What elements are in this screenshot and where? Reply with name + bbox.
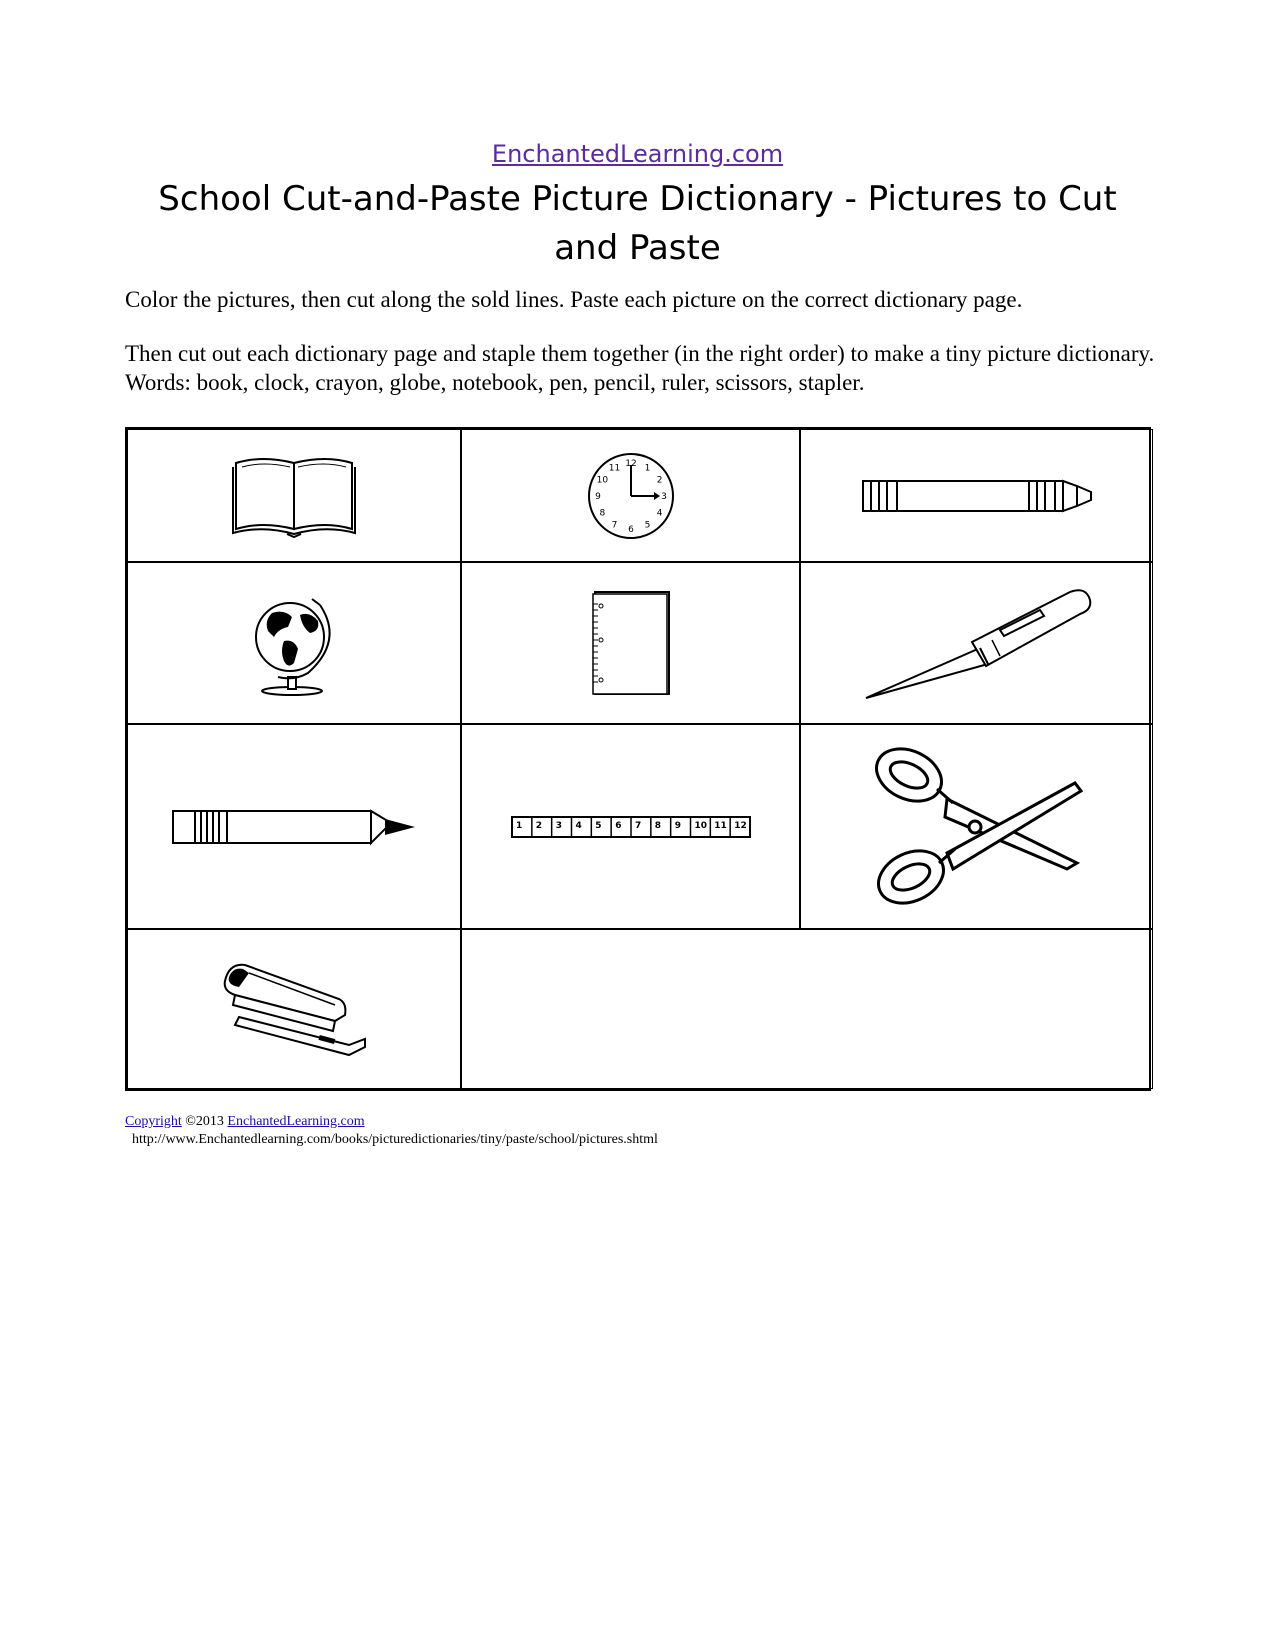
- footer-site-link[interactable]: EnchantedLearning.com: [227, 1114, 365, 1129]
- picture-cell-book: [127, 429, 461, 562]
- clock-number: 3: [660, 491, 667, 502]
- page-title: School Cut-and-Paste Picture Dictionary - Pictures to Cut and Paste: [158, 179, 1117, 268]
- picture-cell-notebook: [461, 562, 800, 724]
- scissors-icon: [871, 745, 1083, 909]
- ruler-number: 3: [555, 820, 562, 831]
- picture-cell-stapler: [127, 929, 461, 1089]
- clock-icon: [586, 451, 676, 541]
- ruler-number: 6: [614, 820, 621, 831]
- ruler-number: 2: [535, 820, 542, 831]
- ruler-number: 9: [674, 820, 681, 831]
- notebook-icon: [591, 590, 671, 696]
- copyright-link[interactable]: Copyright: [125, 1114, 182, 1129]
- pencil-icon: [171, 809, 417, 845]
- picture-cell-ruler: [461, 724, 800, 929]
- crayon-icon: [861, 478, 1093, 514]
- clock-number: 10: [596, 475, 608, 485]
- clock-number: 2: [656, 475, 662, 485]
- picture-cell-globe: [127, 562, 461, 724]
- picture-cell-pencil: [127, 724, 461, 929]
- ruler-number: 1: [515, 820, 522, 831]
- clock-number: 4: [656, 508, 662, 518]
- clock-number: 7: [611, 520, 617, 531]
- clock-number: 8: [599, 508, 605, 518]
- ruler-number: 8: [654, 820, 661, 831]
- globe-icon: [248, 591, 340, 695]
- ruler-number: 4: [575, 820, 582, 831]
- book-icon: [232, 455, 356, 537]
- footer-url: http://www.Enchantedlearning.com/books/picturedictionaries/tiny/paste/school/pictures.shtml: [132, 1132, 658, 1147]
- picture-grid: [125, 427, 1151, 1091]
- ruler-number: 7: [634, 820, 641, 831]
- clock-number: 9: [594, 491, 601, 502]
- clock-number: 5: [644, 520, 650, 531]
- picture-cell-crayon: [800, 429, 1153, 562]
- clock-number: 6: [627, 524, 634, 535]
- ruler-number: 11: [713, 820, 727, 831]
- pen-icon: [862, 584, 1092, 702]
- ruler-number: 10: [694, 820, 707, 831]
- ruler-number: 12: [733, 820, 747, 831]
- clock-number: 1: [644, 462, 650, 473]
- picture-cell-pen: [800, 562, 1153, 724]
- picture-cell-scissors: [800, 724, 1153, 929]
- instructions-paragraph-2: Then cut out each dictionary page and staple them together (in the right order) to make a tiny picture dictionary. Words: book, clock, crayon, globe, notebook, pen, pencil, ruler, scissors, stapler.: [125, 341, 1155, 395]
- clock-number: 12: [624, 458, 637, 469]
- site-link[interactable]: EnchantedLearning.com: [491, 140, 784, 168]
- footer-copyright: [125, 1114, 365, 1130]
- picture-cell-clock: [461, 429, 800, 562]
- empty-cell: [461, 929, 1153, 1089]
- ruler-icon: [511, 816, 751, 838]
- instructions-paragraph-1: Color the pictures, then cut along the sold lines. Paste each picture on the correct dictionary page.: [125, 287, 1023, 312]
- copyright-year: ©2013: [185, 1114, 224, 1129]
- ruler-number: 5: [594, 820, 602, 831]
- stapler-icon: [219, 959, 369, 1059]
- clock-number: 11: [608, 462, 620, 473]
